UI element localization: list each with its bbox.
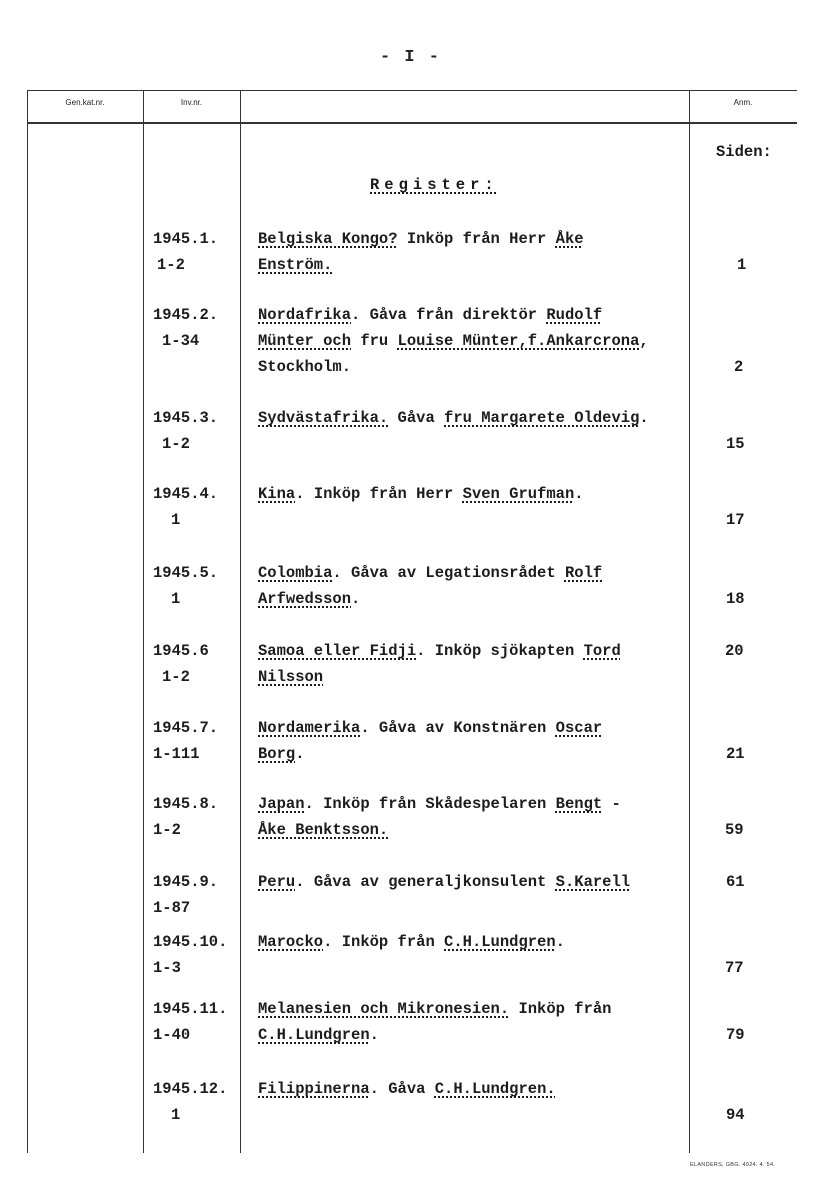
underlined-segment: C.H.Lundgren.: [434, 1080, 556, 1098]
header-inv-nr: Inv.nr.: [180, 98, 203, 107]
page-column-label: Siden:: [716, 143, 772, 161]
text-segment: . Gåva: [369, 1080, 435, 1098]
entry-item-range: 1-2: [162, 668, 190, 686]
register-heading: [370, 176, 499, 194]
underlined-segment: S.Karell: [555, 873, 631, 891]
text-segment: .: [555, 933, 565, 951]
entry-description-line: [258, 330, 649, 352]
underlined-segment: Åke: [555, 230, 584, 248]
underlined-segment: Enström.: [258, 256, 333, 274]
text-segment: Inköp från Herr: [397, 230, 556, 248]
entry-page-number: 15: [726, 435, 745, 453]
text-segment: . Inköp från Skådespelaren: [304, 795, 556, 813]
underlined-segment: Nordamerika: [258, 719, 361, 737]
page-number: - I -: [379, 48, 441, 67]
entry-item-range: 1-3: [153, 959, 181, 977]
entry-description-line: [258, 228, 584, 250]
entry-description-line: [258, 793, 621, 815]
entry-description-line: [258, 871, 630, 893]
entry-description-line: [258, 1024, 379, 1046]
text-segment: . Inköp från: [323, 933, 445, 951]
entry-item-range: 1: [171, 590, 181, 608]
entry-page-number: 59: [725, 821, 744, 839]
entry-inv-number: 1945.7.: [153, 719, 219, 737]
underlined-segment: Münter och: [258, 332, 352, 350]
underlined-segment: Colombia: [258, 564, 333, 582]
underlined-segment: Belgiska Kongo?: [258, 230, 398, 248]
underlined-segment: Arfwedsson: [258, 590, 352, 608]
underlined-segment: fru Margarete Oldevig: [444, 409, 640, 427]
text-segment: . Gåva från direktör: [351, 306, 547, 324]
underlined-segment: Melanesien och Mikronesien.: [258, 1000, 510, 1018]
entry-item-range: 1-87: [153, 899, 191, 917]
entry-item-range: 1-34: [162, 332, 200, 350]
underlined-segment: C.H.Lundgren: [444, 933, 556, 951]
text-segment: Gåva: [388, 409, 445, 427]
entry-page-number: 94: [726, 1106, 745, 1124]
entry-description-line: [258, 743, 305, 765]
underlined-segment: Tord: [583, 642, 621, 660]
text-segment: ,: [639, 332, 649, 350]
text-segment: .: [639, 409, 649, 427]
text-segment: .: [369, 1026, 379, 1044]
text-segment: Stockholm.: [258, 358, 352, 376]
entry-inv-number: 1945.10.: [153, 933, 228, 951]
column-divider-1: [27, 90, 28, 1153]
underlined-segment: Rudolf: [546, 306, 603, 324]
underlined-segment: Sven Grufman: [462, 485, 575, 503]
text-segment: fru: [351, 332, 398, 350]
underlined-segment: Borg: [258, 745, 296, 763]
underlined-segment: Nordafrika: [258, 306, 352, 324]
text-segment: .: [351, 590, 361, 608]
entry-page-number: 21: [726, 745, 745, 763]
column-divider-2: [143, 90, 144, 1153]
text-segment: .: [295, 745, 305, 763]
entry-item-range: 1-2: [157, 256, 185, 274]
text-segment: . Gåva av generaljkonsulent: [295, 873, 556, 891]
underlined-segment: Nilsson: [258, 668, 324, 686]
entry-inv-number: 1945.12.: [153, 1080, 228, 1098]
entry-item-range: 1: [171, 511, 181, 529]
entry-description-line: [258, 717, 602, 739]
column-divider-3: [240, 90, 241, 1153]
entry-page-number: 18: [726, 590, 745, 608]
entry-item-range: 1-2: [153, 821, 181, 839]
entry-description-line: [258, 356, 351, 378]
entry-inv-number: 1945.1.: [153, 230, 219, 248]
text-segment: Inköp från: [509, 1000, 612, 1018]
entry-inv-number: 1945.2.: [153, 306, 219, 324]
underlined-segment: Rolf: [564, 564, 603, 582]
text-segment: . Gåva av Legationsrådet: [332, 564, 565, 582]
entry-item-range: 1-40: [153, 1026, 191, 1044]
entry-page-number: 17: [726, 511, 745, 529]
underlined-segment: C.H.Lundgren: [258, 1026, 370, 1044]
underlined-segment: Kina: [258, 485, 296, 503]
entry-item-range: 1-111: [153, 745, 200, 763]
entry-page-number: 2: [734, 358, 744, 376]
entry-description-line: [258, 998, 611, 1020]
entry-inv-number: 1945.8.: [153, 795, 219, 813]
entry-description-line: [258, 819, 388, 841]
header-anm: Anm.: [733, 98, 753, 107]
column-divider-4: [689, 90, 690, 1153]
text-segment: .: [574, 485, 584, 503]
entry-description-line: [258, 562, 602, 584]
entry-page-number: 61: [726, 873, 745, 891]
underlined-segment: Oscar: [555, 719, 603, 737]
register-heading-text: Register:: [370, 176, 499, 194]
entry-page-number: 77: [725, 959, 744, 977]
entry-page-number: 79: [726, 1026, 745, 1044]
underlined-segment: Peru: [258, 873, 296, 891]
underlined-segment: Bengt: [555, 795, 603, 813]
entry-item-range: 1: [171, 1106, 181, 1124]
entry-description-line: [258, 483, 584, 505]
entry-inv-number: 1945.9.: [153, 873, 219, 891]
entry-description-line: [258, 931, 565, 953]
underlined-segment: Japan: [258, 795, 305, 813]
entry-description-line: [258, 407, 649, 429]
header-gen-kat-nr: Gen.kat.nr.: [65, 98, 105, 107]
entry-description-line: [258, 666, 323, 688]
entry-description-line: [258, 304, 602, 326]
entry-inv-number: 1945.4.: [153, 485, 219, 503]
entry-inv-number: 1945.3.: [153, 409, 219, 427]
entry-page-number: 20: [725, 642, 744, 660]
text-segment: -: [602, 795, 621, 813]
entry-inv-number: 1945.11.: [153, 1000, 228, 1018]
text-segment: . Inköp från Herr: [295, 485, 463, 503]
underlined-segment: Marocko: [258, 933, 324, 951]
underlined-segment: Samoa eller Fidji: [258, 642, 417, 660]
entry-page-number: 1: [737, 256, 747, 274]
underlined-segment: Åke Benktsson.: [258, 821, 389, 839]
text-segment: . Gåva av Konstnären: [360, 719, 556, 737]
underlined-segment: Filippinerna: [258, 1080, 370, 1098]
underlined-segment: Sydvästafrika.: [258, 409, 389, 427]
entry-item-range: 1-2: [162, 435, 190, 453]
underlined-segment: Louise Münter,f.Ankarcrona: [397, 332, 640, 350]
entry-description-line: [258, 1078, 556, 1100]
text-segment: . Inköp sjökapten: [416, 642, 584, 660]
entry-inv-number: 1945.5.: [153, 564, 219, 582]
entry-description-line: [258, 640, 621, 662]
entry-inv-number: 1945.6: [153, 642, 209, 660]
entry-description-line: [258, 588, 360, 610]
entry-description-line: [258, 254, 332, 276]
printer-imprint: ELANDERS, GBG. 4924. 4. 54.: [690, 1162, 776, 1168]
